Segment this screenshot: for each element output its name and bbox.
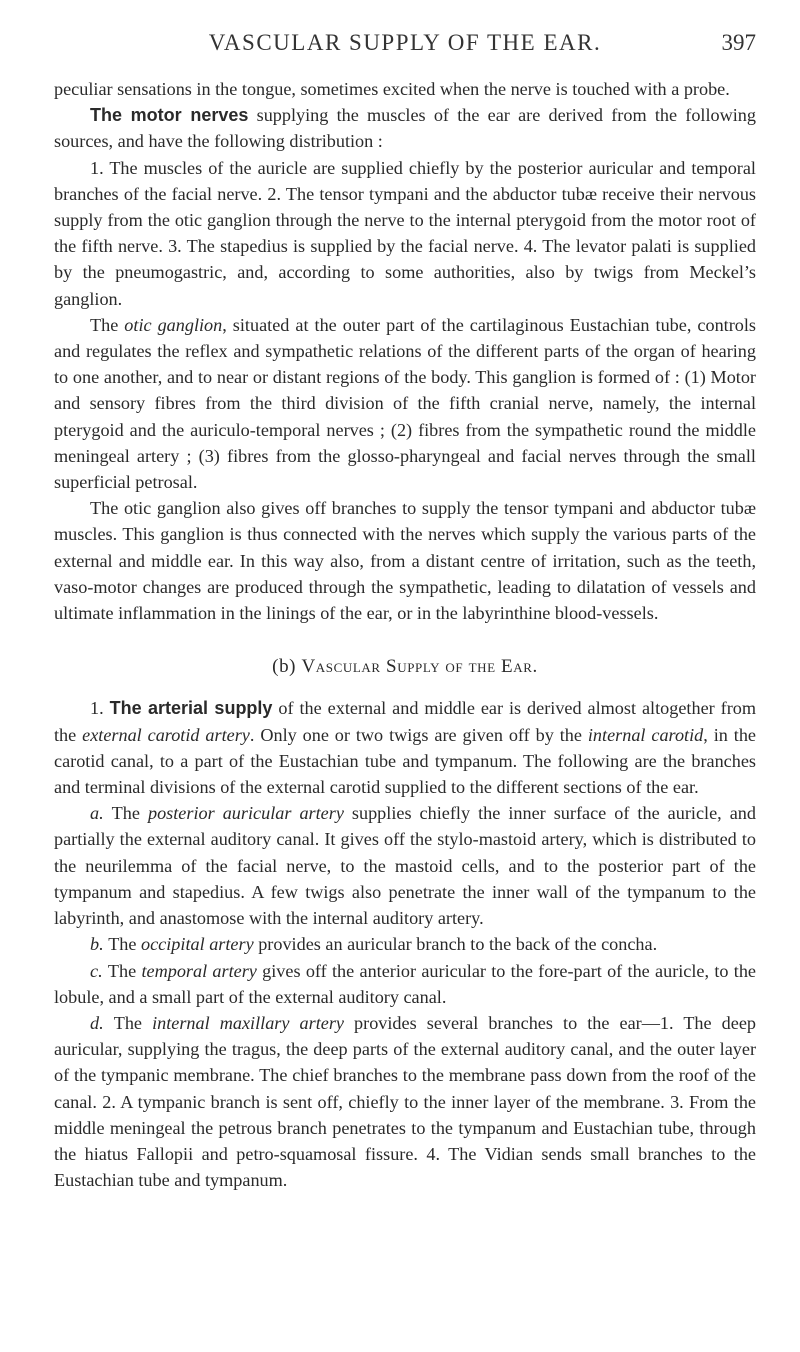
motor-nerves-text: supplying the muscles of the ear are derived from the following sources, and have the following distribution : [54,105,756,152]
item-posterior-auricular [54,800,756,931]
body-text [54,76,756,1193]
section-marker: (b) [272,656,297,678]
paragraph-probe: peculiar sensations in the tongue, sometimes excited when the nerve is touched with a probe. [54,79,730,99]
item-d-label: d. [90,1012,114,1033]
item-a-pre: The [111,803,148,824]
internal-carotid-term: internal carotid [587,724,704,745]
arterial-text-2: . Only one or two twigs are given off by the [249,724,588,745]
otic-ganglion-pre: The [90,314,125,335]
item-d-pre: The [113,1012,153,1033]
item-d-text: provides several branches to the ear—1. The deep auricular, supplying the tragus, the deep parts of the external auditory canal, and the outer layer of the tympanic membrane. The chief branches to the membrane pass down from the roof of the canal. 2. A tympanic branch is sent off, chiefly to the inner layer of the membrane. 3. From the middle meningeal the petrous branch penetrates to the tympanum and Eustachian tube, through the hiatus Fallopii and petro-squamosal fissure. 4. The Vidian sends small branches to the Eustachian tube and tympanum. [54,1012,756,1191]
arterial-supply-heading: The arterial supply [109,698,273,719]
paragraph-otic-branches: The otic ganglion also gives off branches to supply the tensor tympani and abductor tubæ muscles. This ganglion is thus connected with the nerves which supply the various parts of the external and middle ear. In this way also, from a distant centre of irritation, such as the teeth, vaso-motor changes are produced through the sympathetic, leading to dilatation of vessels and ultimate inflammation in the linings of the ear, or in the labyrinthine blood-vessels. [54,498,756,624]
internal-maxillary-term: internal maxillary artery [152,1012,344,1033]
page-number: 397 [721,30,756,55]
item-internal-maxillary [54,1010,756,1193]
section-title: Vascular Supply of the Ear. [301,656,538,678]
item-b-pre: The [108,934,142,955]
item-b-text: provides an auricular branch to the back of the concha. [253,934,658,955]
otic-ganglion-term: otic ganglion [124,314,223,335]
external-carotid-term: external carotid artery [82,724,250,745]
item-c-pre: The [107,960,142,981]
temporal-term: temporal artery [141,960,257,981]
item-a-text: supplies chiefly the inner surface of the auricle, and partially the external auditory canal. It gives off the stylo-mastoid artery, which is distributed to the neurilemma of the facial nerve, to the mastoid cells, and to the posterior part of the tympanum and stapedius. A few twigs also penetrate the inner wall of the tympanum to the labyrinth, and anastomose with the internal auditory artery. [54,803,756,929]
paragraph-motor-nerves [54,102,756,154]
occipital-term: occipital artery [141,934,254,955]
posterior-auricular-term: posterior auricular artery [147,803,344,824]
section-heading [54,654,756,680]
item-temporal [54,958,756,1010]
arterial-text-1: of the external and middle ear is derived almost altogether from the [54,698,756,745]
running-head [54,0,756,76]
item-b-label: b. [90,934,109,955]
item-c-text: gives off the anterior auricular to the fore-part of the auricle, to the lobule, and a small part of the external auditory canal. [54,960,756,1007]
running-title: VASCULAR SUPPLY OF THE EAR. [208,30,602,55]
otic-ganglion-text: , situated at the outer part of the cartilaginous Eustachian tube, controls and regulates the reflex and sympathetic relations of the different parts of the organ of hearing to one another, and to near or distant regions of the body. This ganglion is formed of : (1) Motor and sensory fibres from the third division of the fifth cranial nerve, namely, the internal pterygoid and the auriculo-temporal nerves ; (2) fibres from the sympathetic round the middle meningeal artery ; (3) fibres from the glosso-pharyngeal and facial nerves through the small superficial petrosal. [54,314,756,493]
item-occipital [54,931,756,957]
paragraph-muscle-supply: 1. The muscles of the auricle are supplied chiefly by the posterior auricular and temporal branches of the facial nerve. 2. The tensor tympani and the abductor tubæ receive their nervous supply from the otic ganglion through the nerve to the internal pterygoid from the motor root of the fifth nerve. 3. The stapedius is supplied by the facial nerve. 4. The levator palati is supplied by the pneumogastric, and, according to some authorities, also by twigs from Meckel’s ganglion. [54,157,756,309]
item-a-label: a. [90,803,112,824]
item-c-label: c. [90,960,108,981]
arterial-number: 1. [90,698,110,719]
motor-nerves-heading: The motor nerves [90,105,249,126]
arterial-text-3: , in the carotid canal, to a part of the Eustachian tube and tympanum. The following are the branches and terminal divisions of the external carotid supplied to the different sections of the ear. [54,724,756,798]
paragraph-otic-ganglion [54,312,756,495]
paragraph-arterial-supply [54,695,756,800]
